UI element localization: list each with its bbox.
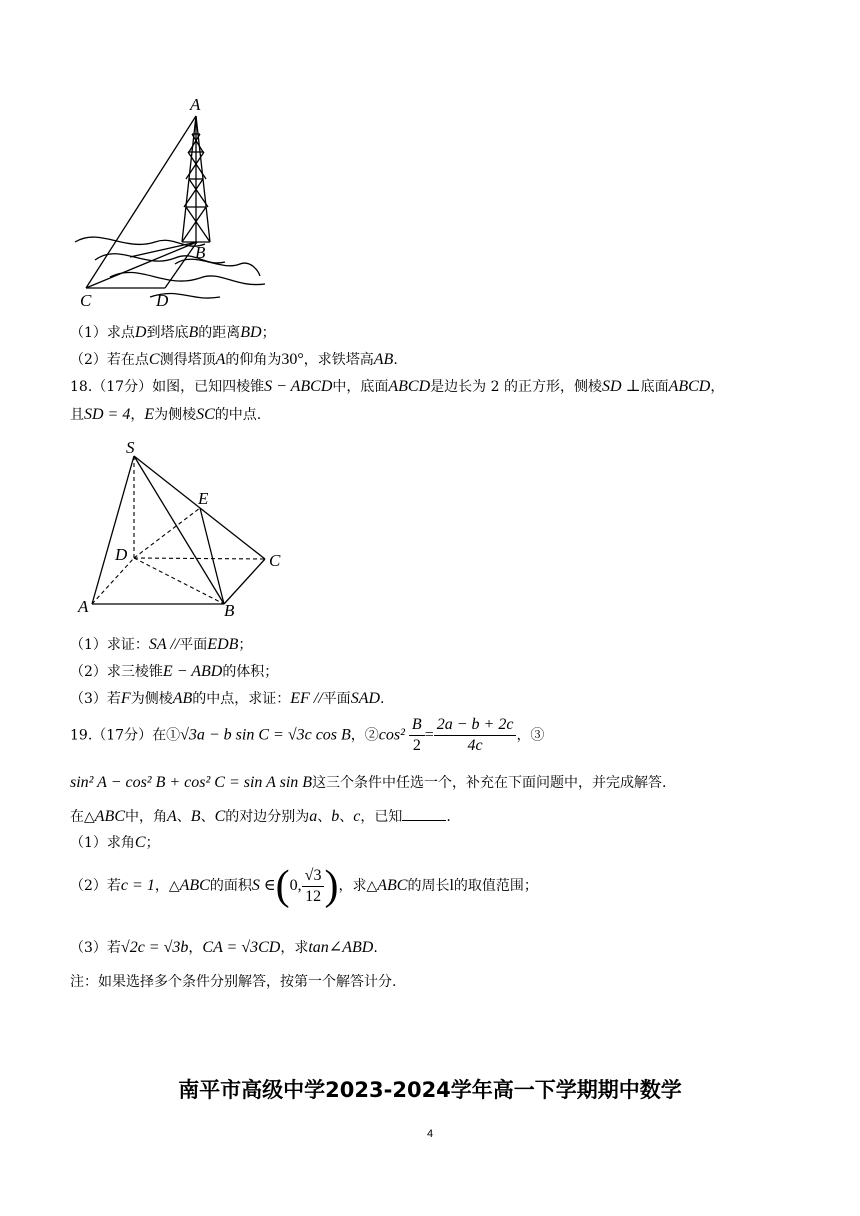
label-A2: A [78, 597, 89, 616]
q18-part3: （3）若F为侧棱AB的中点，求证：EF //平面SAD. [70, 690, 385, 707]
label-A: A [190, 95, 201, 114]
q18-stem-line1: 18.（17分）如图，已知四棱锥S − ABCD中，底面ABCD是边长为 2 的正方形，侧棱SD ⊥底面ABCD， [70, 378, 725, 395]
q19-part1: （1）求角C； [70, 834, 160, 851]
label-C2: C [269, 551, 281, 570]
q19-given: 在△ABC中，角A、B、C的对边分别为a、b、c，已知 . [70, 808, 451, 825]
answer-blank[interactable] [402, 806, 446, 821]
label-D2: D [115, 545, 128, 564]
q19-note: 注：如果选择多个条件分别解答，按第一个解答计分. [70, 974, 397, 990]
pyramid-figure [72, 436, 292, 621]
fraction-condition2: $\frac{2a - b + 2c}{4c}$ [434, 715, 517, 756]
q19-part3: （3）若√2c = √3b，CA = √3CD，求tan∠ABD. [70, 939, 378, 956]
tower-figure [70, 92, 280, 312]
fraction-sqrt3-over-12: $\frac{√3}{12}$ [302, 866, 325, 907]
label-B: B [195, 243, 206, 262]
exam-title: 南平市高级中学2023-2024学年高一下学期期中数学 [178, 1078, 682, 1102]
q18-stem-line2: 且SD = 4，E为侧棱SC的中点. [70, 406, 262, 423]
label-E: E [198, 489, 209, 508]
label-D: D [156, 291, 169, 310]
q19-stem-line2: sin² A − cos² B + cos² C = sin A sin B这三个条件中任选一个，补充在下面问题中，并完成解答. [70, 774, 667, 791]
page-number: 4 [426, 1128, 434, 1140]
label-B2: B [224, 601, 235, 620]
label-C: C [80, 291, 92, 310]
q18-part1: （1）求证：SA //平面EDB； [70, 636, 253, 653]
q17-part2: （2）若在点C测得塔顶A的仰角为30°，求铁塔高AB. [70, 351, 398, 368]
label-S: S [126, 438, 135, 457]
q19-part2: （2）若c = 1，△ABC的面积S ∈(0, $\frac{√3}{12}$ )，求△ABC的周长l的取值范围； [70, 863, 538, 909]
fraction-B-over-2: $\frac{B}{2}$ [409, 715, 425, 756]
q17-part1: （1）求点D到塔底B的距离BD； [70, 324, 276, 341]
q19-stem-line1: 19.（17分）在①√3a − b sin C = √3c cos B，②cos² $\frac{B}{2}$ = $\frac{2a - b + 2c}{4c}$ ，③ [70, 716, 545, 754]
q18-part2: （2）求三棱锥E − ABD的体积； [70, 663, 279, 680]
